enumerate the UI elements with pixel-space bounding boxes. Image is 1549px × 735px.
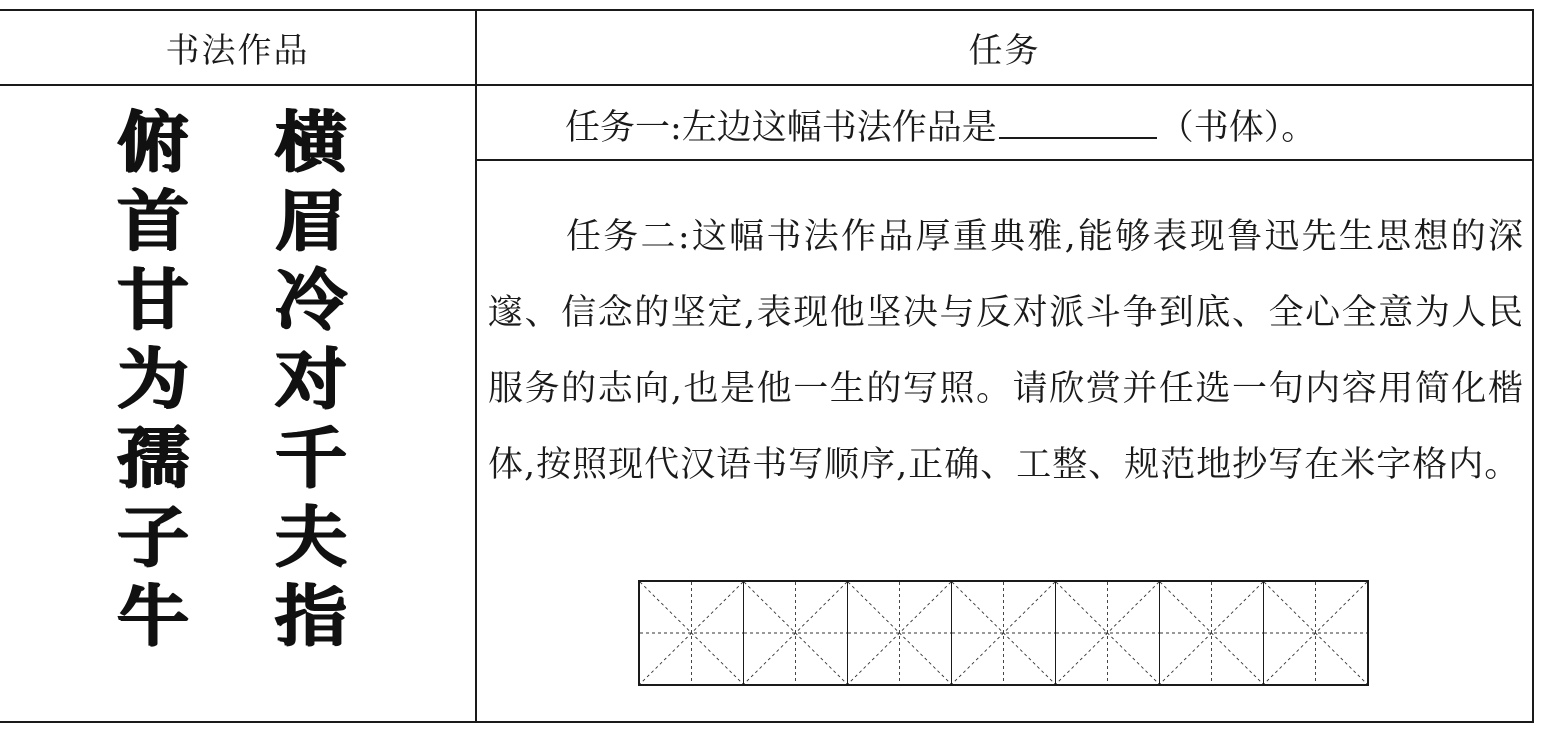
calligraphy-char: 子 (116, 498, 189, 576)
calligraphy-char: 眉 (274, 182, 347, 260)
calligraphy-char: 牛 (116, 577, 189, 655)
task-one-suffix: （书体）。 (1158, 108, 1317, 148)
task-row-divider (476, 159, 1532, 161)
mi-zi-cell[interactable] (744, 582, 848, 684)
mi-zi-cell[interactable] (952, 582, 1056, 684)
mi-zi-cell[interactable] (1056, 582, 1160, 684)
header-task: 任务 (968, 31, 1041, 71)
calligraphy-char: 指 (274, 577, 347, 655)
column-divider (475, 11, 477, 721)
mi-zi-grid (638, 580, 1369, 686)
header-calligraphy-work: 书法作品 (165, 31, 310, 71)
header-divider (0, 84, 1532, 86)
answer-blank[interactable] (999, 103, 1157, 139)
calligraphy-char: 千 (274, 419, 347, 497)
calligraphy-right-column (256, 103, 366, 656)
calligraphy-left-column (98, 103, 208, 656)
task-one (565, 103, 1316, 153)
calligraphy-char: 首 (116, 182, 189, 260)
calligraphy-char: 为 (116, 340, 189, 418)
task-two-text: 任务二:这幅书法作品厚重典雅,能够表现鲁迅先生思想的深邃、信念的坚定,表现他坚决与反对派斗争到底、全心全意为人民服务的志向,也是他一生的写照。请欣赏并任选一句内容用简化楷体,按照现代汉语书写顺序,正确、工整、规范地抄写在米字格内。 (488, 217, 1524, 485)
task-one-prompt: 任务一:左边这幅书法作品是 (565, 108, 997, 148)
mi-zi-cell[interactable] (640, 582, 744, 684)
calligraphy-char: 夫 (274, 498, 347, 576)
calligraphy-char: 冷 (274, 261, 347, 339)
calligraphy-char: 横 (274, 103, 347, 181)
calligraphy-char: 俯 (116, 103, 189, 181)
calligraphy-char: 甘 (116, 261, 189, 339)
calligraphy-char: 孺 (116, 419, 189, 497)
calligraphy-char: 对 (274, 340, 347, 418)
mi-zi-cell[interactable] (848, 582, 952, 684)
mi-zi-cell[interactable] (1160, 582, 1264, 684)
mi-zi-cell[interactable] (1264, 582, 1367, 684)
